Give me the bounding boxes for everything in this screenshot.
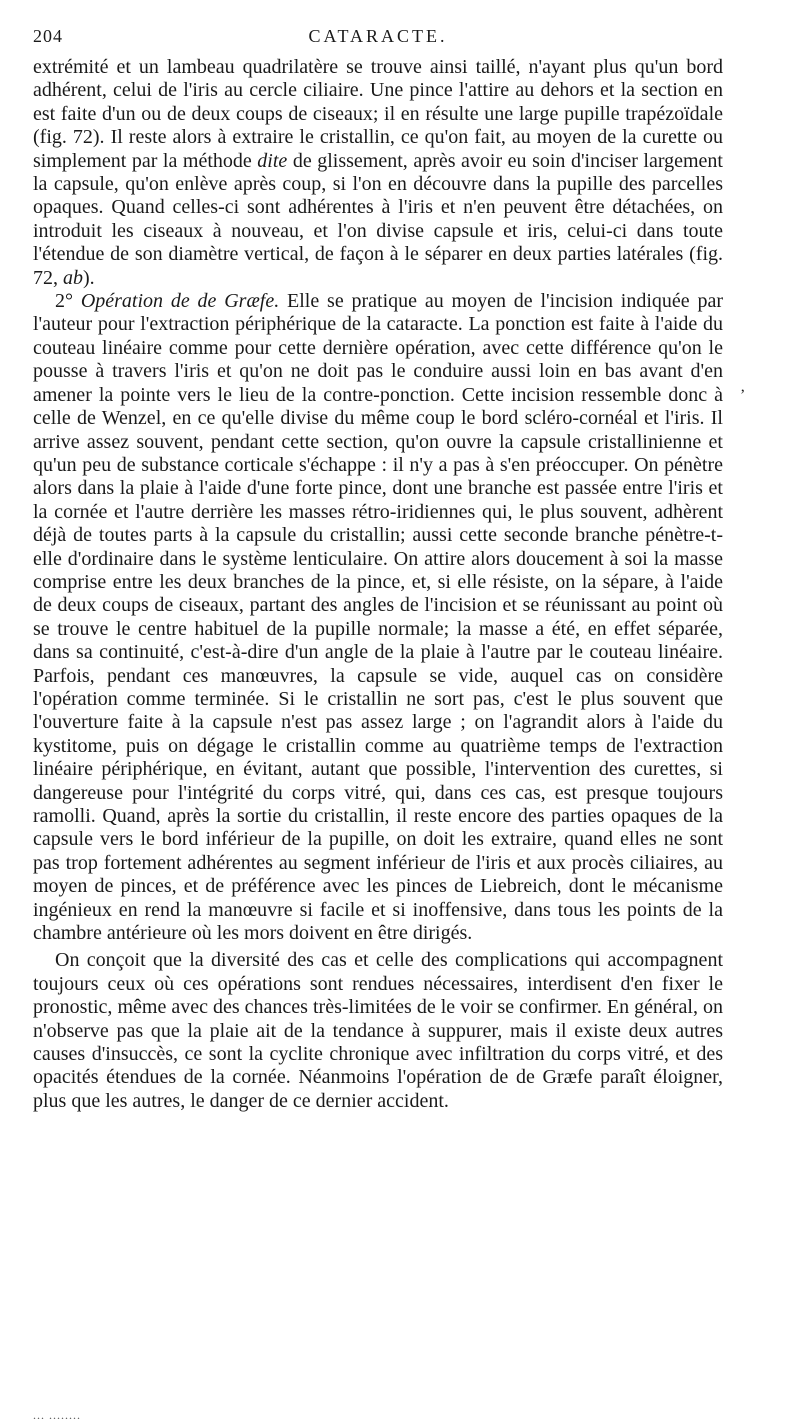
paragraph-text: ). <box>83 266 95 289</box>
paragraph-continuation <box>33 56 723 290</box>
figure-reference: ab <box>63 266 83 289</box>
section-heading: Opération de de Græfe. <box>80 290 280 313</box>
paragraph-text: Elle se pratique au moyen de l'incision indiquée par l'auteur pour l'extraction périphérique de la cataracte. La ponction est faite à l'aide du couteau linéaire comme pour cette dernière opération, avec cette différence qu'on le pousse à travers l'iris et qu'on ne doit pas le conduire aussi loin en bas avant d'en amener la pointe vers le lieu de la contre-ponction. Cette incision ressemble donc à celle de Wenzel, en ce qu'elle divise du même coup le bord scléro-cornéal et l'iris. Il arrive assez souvent, pendant cette section, qu'on ouvre la capsule cristallinienne et qu'un peu de substance corticale s'échappe : il n'y a pas à s'en préoccuper. On pénètre alors dans la plaie à l'aide d'une forte pince, dont une branche est passée entre l'iris et la cornée et l'autre derrière les masses rétro-iridiennes qui, le plus souvent, adhèrent déjà de toutes parts à la capsule du cristallin; aussi cette seconde branche pénètre-t-elle d'ordinaire dans le système lenticulaire. On attire alors doucement à soi la masse comprise entre les deux branches de la pince, et, si elle résiste, on la sépare, à l'aide de deux coups de ciseaux, partant des angles de l'incision et se réunissant au point où se trouve le centre habituel de la pupille normale; la masse a été, en effet séparée, dans sa continuité, c'est-à-dire d'un angle de la plaie à l'autre par le couteau linéaire. Parfois, pendant ces manœuvres, la capsule se vide, auquel cas on considère l'opération comme terminée. Si le cristallin ne sort pas, c'est le plus souvent que l'ouverture faite à la capsule n'est pas assez large ; on l'agrandit alors à l'aide du kystitome, puis on dégage le cristallin comme au quatrième temps de l'extraction linéaire périphérique, en évitant, autant que possible, l'intervention des curettes, si dangereuse pour l'intégrité du corps vitré, qui, dans ces cas, est presque toujours ramolli. Quand, après la sortie du cristallin, il reste encore des parties opaques de la capsule vers le bord inférieur de la pupille, on doit les extraire, quand elles ne sont pas trop fortement adhérentes au segment inférieur de l'iris et aux procès ciliaires, au moyen de pinces, et de préférence avec les pinces de Liebreich, dont le mécanisme ingénieux en rend la manœuvre si facile et si inoffensive, dans tous les points de la chambre antérieure où les mors doivent en être dirigés. <box>33 290 723 945</box>
paragraph-prognosis: On conçoit que la diversité des cas et celle des complications qui accompagnent toujours ceux où ces opérations sont rendues nécessaires, interdisent d'en fixer le pronostic, même avec des chances très-limitées de le voir se confirmer. En général, on n'observe pas que la plaie ait de la tendance à suppurer, mais il existe deux autres causes d'insuccès, ce sont la cyclite chronique avec infiltration du corps vitré, et des opacités étendues de la cornée. Néanmoins l'opération de de Græfe paraît éloigner, plus que les autres, le danger de ce dernier accident. <box>33 949 723 1112</box>
page-number: 204 <box>33 26 63 46</box>
paragraph-de-graefe-operation <box>33 290 723 945</box>
paragraph-text: de glissement, après avoir eu soin d'inciser largement la capsule, qu'on enlève après coup, si l'on en découvre dans la pupille des parcelles opaques. Quand celles-ci sont adhérentes à l'iris et n'en peuvent être détachées, on introduit les ciseaux à nouveau, et l'on divise capsule et iris, celui-ci dans toute l'étendue de son diamètre vertical, de façon à le séparer en deux parties latérales (fig. 72, <box>33 149 723 289</box>
running-title: CATARACTE. <box>308 26 448 46</box>
page-header <box>33 26 723 56</box>
footer-dots: ... ........ <box>33 1408 81 1422</box>
margin-mark: ‚ <box>740 378 746 395</box>
section-number: 2° <box>55 290 81 313</box>
paragraph-text: extrémité et un lambeau quadrilatère se trouve ainsi taillé, n'ayant plus qu'un bord adhérent, celui de l'iris au cercle ciliaire. Une pince l'attire au dehors et la section en est faite d'un ou de deux coups de ciseaux; il en résulte une large pupille trapézoïdale (fig. 72). Il reste alors à extraire le cristallin, ce qu'on fait, au moyen de la curette ou simplement par la méthode <box>33 56 723 172</box>
italic-term: dite <box>257 149 288 172</box>
document-page <box>33 26 723 1113</box>
